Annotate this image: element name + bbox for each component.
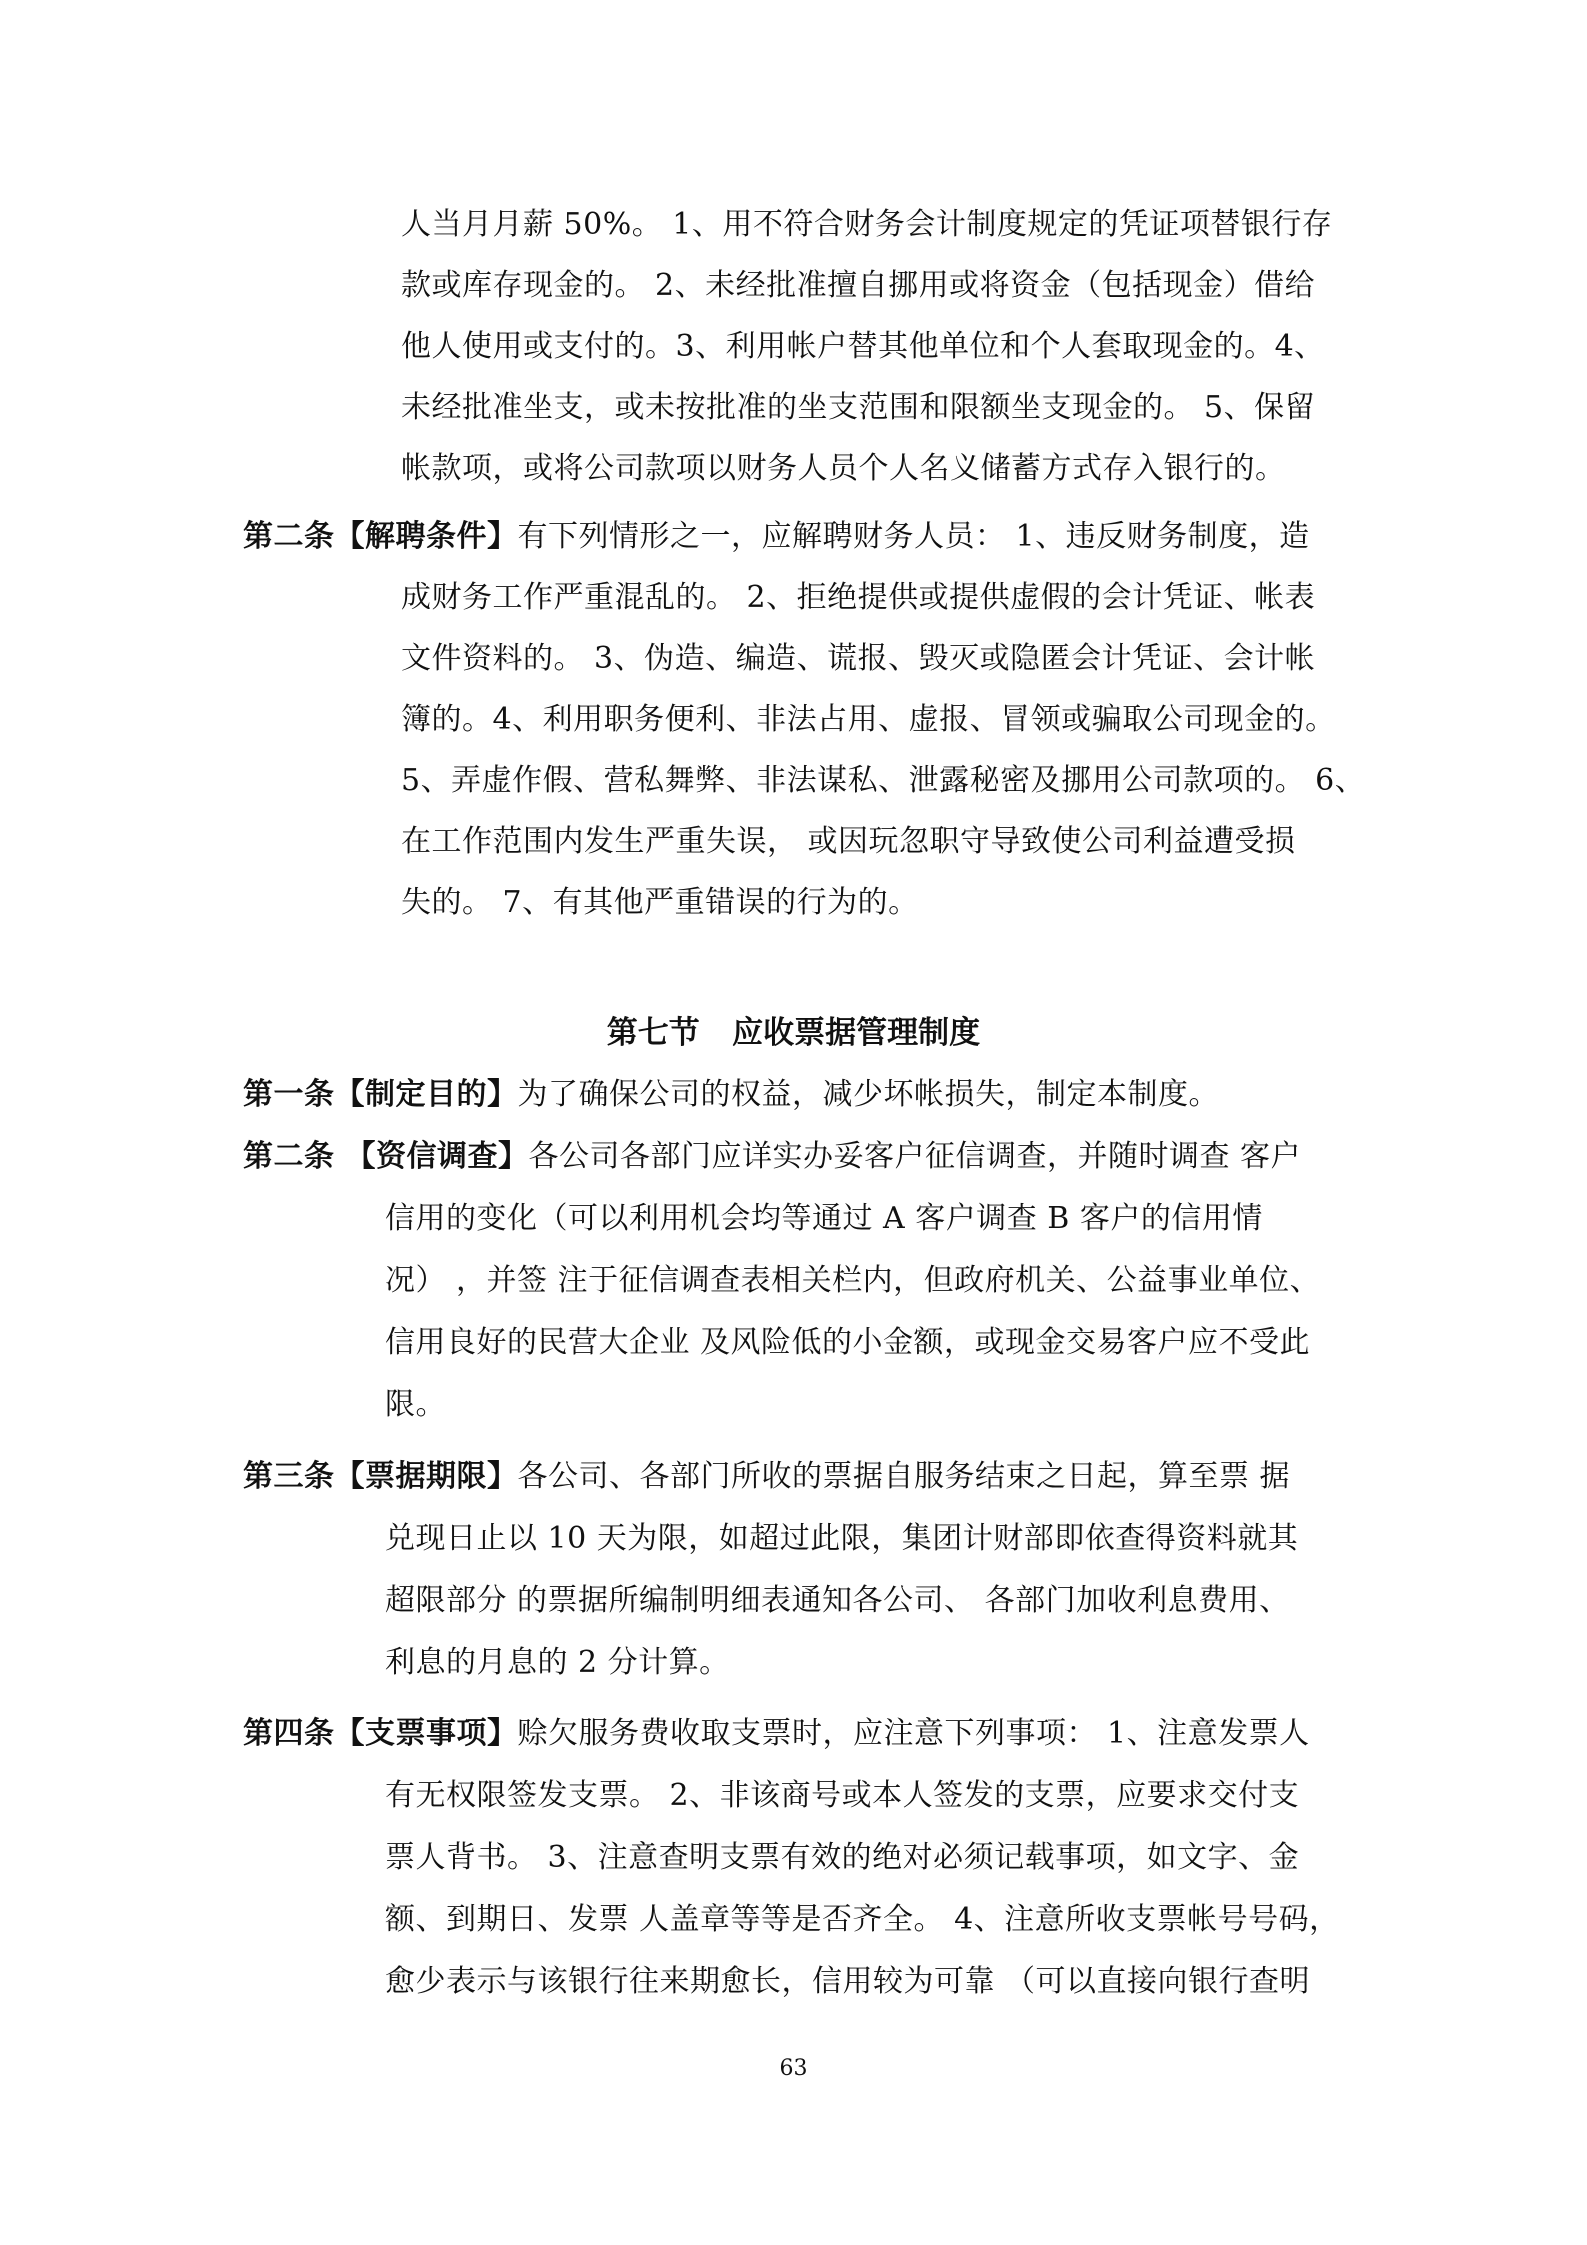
sec7-art4-line-2: 有无权限签发支票。 2、非该商号或本人签发的支票，应要求交付支 <box>385 1778 1300 1813</box>
sec6-art2-line-4: 簿的。4、利用职务便利、非法占用、虚报、冒领或骗取公司现金的。 <box>401 702 1336 737</box>
sec7-art3-line-3: 超限部分 的票据所编制明细表通知各公司、 各部门加收利息费用、 <box>385 1583 1290 1618</box>
article-label: 第二条【解聘条件】 <box>243 519 518 554</box>
sec6-art1-line-3: 他人使用或支付的。3、利用帐户替其他单位和个人套取现金的。4、 <box>401 329 1325 364</box>
section-title: 第七节 应收票据管理制度 <box>606 1015 981 1051</box>
sec7-art3-line-4: 利息的月息的 2 分计算。 <box>385 1645 730 1680</box>
sec7-art2-line-4: 信用良好的民营大企业 及风险低的小金额，或现金交易客户应不受此 <box>385 1325 1311 1360</box>
sec7-art3-first-line <box>243 1457 1290 1497</box>
sec7-art2-line-2: 信用的变化（可以利用机会均等通过 A 客户调查 B 客户的信用情 <box>385 1201 1263 1236</box>
sec6-art1-line-2: 款或库存现金的。 2、未经批准擅自挪用或将资金（包括现金）借给 <box>401 268 1316 303</box>
page-number: 63 <box>779 2056 808 2081</box>
article-text: 有下列情形之一，应解聘财务人员： 1、违反财务制度，造 <box>517 519 1310 554</box>
sec6-art1-line-5: 帐款项，或将公司款项以财务人员个人名义储蓄方式存入银行的。 <box>401 451 1286 486</box>
sec6-art2-line-5: 5、弄虚作假、营私舞弊、非法谋私、泄露秘密及挪用公司款项的。 6、 <box>401 763 1366 798</box>
article-label: 第一条【制定目的】 <box>243 1077 518 1112</box>
article-text: 为了确保公司的权益，减少坏帐损失，制定本制度。 <box>517 1077 1219 1112</box>
sec7-art4-line-4: 额、到期日、发票 人盖章等等是否齐全。 4、注意所收支票帐号号码， <box>385 1902 1340 1937</box>
article-label: 第二条 【资信调查】 <box>243 1139 529 1174</box>
sec6-art2-line-6: 在工作范围内发生严重失误， 或因玩忽职守导致使公司利益遭受损 <box>401 824 1296 859</box>
sec7-art4-first-line <box>243 1714 1310 1754</box>
sec6-art1-line-4: 未经批准坐支，或未按批准的坐支范围和限额坐支现金的。 5、保留 <box>401 390 1316 425</box>
sec6-art2-line-7: 失的。 7、有其他严重错误的行为的。 <box>401 885 919 920</box>
sec7-art4-line-3: 票人背书。 3、注意查明支票有效的绝对必须记载事项，如文字、金 <box>385 1840 1300 1875</box>
article-label: 第三条【票据期限】 <box>243 1459 518 1494</box>
sec6-art2-first-line <box>243 517 1310 557</box>
article-text: 各公司、各部门所收的票据自服务结束之日起，算至票 据 <box>517 1459 1291 1494</box>
sec6-art2-line-2: 成财务工作严重混乱的。 2、拒绝提供或提供虚假的会计凭证、帐表 <box>401 580 1316 615</box>
sec7-art2-first-line <box>243 1137 1301 1177</box>
sec7-art4-line-5: 愈少表示与该银行往来期愈长，信用较为可靠 （可以直接向银行查明 <box>385 1964 1311 1999</box>
article-text: 赊欠服务费收取支票时，应注意下列事项： 1、注意发票人 <box>517 1716 1310 1751</box>
article-text: 各公司各部门应详实办妥客户征信调查，并随时调查 客户 <box>528 1139 1301 1174</box>
sec6-art1-line-1: 人当月月薪 50%。 1、用不符合财务会计制度规定的凭证项替银行存 <box>401 207 1333 242</box>
sec7-art2-line-5: 限。 <box>385 1387 446 1422</box>
sec6-art2-line-3: 文件资料的。 3、伪造、编造、谎报、毁灭或隐匿会计凭证、会计帐 <box>401 641 1316 676</box>
sec7-art1-line <box>243 1075 1219 1115</box>
sec7-art2-line-3: 况） ，并签 注于征信调查表相关栏内，但政府机关、公益事业单位、 <box>385 1263 1321 1298</box>
sec7-art3-line-2: 兑现日止以 10 天为限，如超过此限，集团计财部即依查得资料就其 <box>385 1521 1299 1556</box>
article-label: 第四条【支票事项】 <box>243 1716 518 1751</box>
